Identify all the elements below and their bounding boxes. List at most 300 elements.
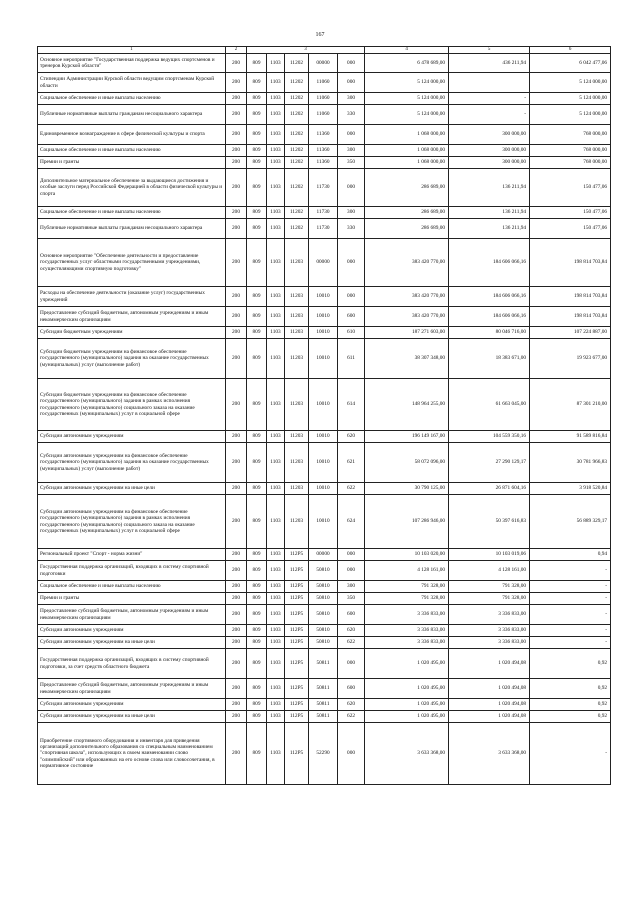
description-cell: Субсидии автономным учреждениям на иные цели xyxy=(38,483,226,495)
amount-cell: 56 889 329,17 xyxy=(530,495,611,549)
header-cell-amount-1: 4 xyxy=(365,47,449,54)
amount-cell: 436 211,94 xyxy=(449,54,530,73)
code-cell: 1103 xyxy=(267,605,285,625)
amount-cell: 107 224 887,00 xyxy=(530,327,611,339)
amount-cell: 383 420 770,00 xyxy=(365,287,449,307)
code-cell: 10010 xyxy=(309,379,338,431)
code-cell: 11060 xyxy=(309,93,338,105)
description-cell: Субсидии автономным учреждениям на иные цели xyxy=(38,711,226,723)
amount-cell: 768 000,00 xyxy=(530,145,611,157)
amount-cell: 286 689,00 xyxy=(365,169,449,207)
amount-cell: 30 790 125,00 xyxy=(365,483,449,495)
code-cell: 11202 xyxy=(285,157,309,169)
code-cell: 10010 xyxy=(309,431,338,443)
code-cell: 809 xyxy=(247,581,267,593)
code-cell: 809 xyxy=(247,73,267,93)
amount-cell: 791 328,00 xyxy=(365,593,449,605)
code-cell: 200 xyxy=(226,637,247,649)
code-cell: 620 xyxy=(338,625,365,637)
code-cell: 200 xyxy=(226,219,247,239)
page-number: 167 xyxy=(315,32,325,38)
table-row xyxy=(38,105,611,125)
code-cell: 200 xyxy=(226,73,247,93)
code-cell: 11730 xyxy=(309,207,338,219)
code-cell: 1103 xyxy=(267,379,285,431)
amount-cell: 4 128 161,00 xyxy=(449,561,530,581)
amount-cell: 136 211,94 xyxy=(449,169,530,207)
table-row xyxy=(38,145,611,157)
code-cell: 00000 xyxy=(309,549,338,561)
amount-cell: 0,92 xyxy=(530,649,611,679)
amount-cell: 1 020 495,00 xyxy=(365,711,449,723)
table-row xyxy=(38,339,611,379)
code-cell: 1103 xyxy=(267,105,285,125)
amount-cell: 286 689,00 xyxy=(365,219,449,239)
amount-cell: 150 477,06 xyxy=(530,169,611,207)
amount-cell: 6 478 689,00 xyxy=(365,54,449,73)
code-cell: 809 xyxy=(247,105,267,125)
code-cell: 809 xyxy=(247,549,267,561)
code-cell: 200 xyxy=(226,327,247,339)
code-cell: 300 xyxy=(338,145,365,157)
amount-cell: 5 124 000,00 xyxy=(365,73,449,93)
code-cell: 1103 xyxy=(267,431,285,443)
header-cell-amount-2: 5 xyxy=(449,47,530,54)
amount-cell: 198 814 703,84 xyxy=(530,287,611,307)
code-cell: 10010 xyxy=(309,327,338,339)
code-cell: 11730 xyxy=(309,169,338,207)
table-row xyxy=(38,711,611,723)
amount-cell: - xyxy=(530,593,611,605)
code-cell: 809 xyxy=(247,483,267,495)
amount-cell: 184 606 066,16 xyxy=(449,287,530,307)
code-cell: 1103 xyxy=(267,93,285,105)
amount-cell: 3 918 520,84 xyxy=(530,483,611,495)
amount-cell: 150 477,06 xyxy=(530,219,611,239)
code-cell: 10010 xyxy=(309,307,338,327)
code-cell: 000 xyxy=(338,125,365,145)
table-row xyxy=(38,605,611,625)
amount-cell: 1 020 495,00 xyxy=(365,649,449,679)
amount-cell: 300 000,00 xyxy=(449,157,530,169)
amount-cell: 61 663 045,00 xyxy=(449,379,530,431)
code-cell: 200 xyxy=(226,125,247,145)
code-cell: 50811 xyxy=(309,711,338,723)
amount-cell: 5 124 000,00 xyxy=(530,105,611,125)
code-cell: 1103 xyxy=(267,625,285,637)
code-cell: 600 xyxy=(338,307,365,327)
code-cell: 000 xyxy=(338,54,365,73)
code-cell: 611 xyxy=(338,339,365,379)
code-cell: 809 xyxy=(247,145,267,157)
amount-cell: 196 149 167,00 xyxy=(365,431,449,443)
code-cell: 200 xyxy=(226,54,247,73)
code-cell: 1103 xyxy=(267,54,285,73)
code-cell: 200 xyxy=(226,443,247,483)
amount-cell: 0,92 xyxy=(530,711,611,723)
code-cell: 300 xyxy=(338,93,365,105)
amount-cell: 198 814 703,84 xyxy=(530,239,611,287)
code-cell: 809 xyxy=(247,431,267,443)
code-cell: 200 xyxy=(226,145,247,157)
amount-cell: - xyxy=(449,93,530,105)
header-cell-code-1: 2 xyxy=(226,47,247,54)
code-cell: 1103 xyxy=(267,339,285,379)
code-cell: 11060 xyxy=(309,73,338,93)
code-cell: 200 xyxy=(226,605,247,625)
amount-cell: 300 000,00 xyxy=(449,125,530,145)
description-cell: Социальное обеспечение и иные выплаты населению xyxy=(38,207,226,219)
code-cell: 50810 xyxy=(309,593,338,605)
code-cell: 11202 xyxy=(285,145,309,157)
description-cell: Субсидии автономным учреждениям xyxy=(38,699,226,711)
table-row xyxy=(38,495,611,549)
code-cell: 1103 xyxy=(267,207,285,219)
code-cell: 200 xyxy=(226,207,247,219)
code-cell: 11360 xyxy=(309,125,338,145)
code-cell: 11203 xyxy=(285,339,309,379)
code-cell: 1103 xyxy=(267,711,285,723)
code-cell: 112Р5 xyxy=(285,723,309,785)
table-row xyxy=(38,379,611,431)
amount-cell: 5 124 000,00 xyxy=(365,105,449,125)
header-cell-code-group: 3 xyxy=(247,47,365,54)
code-cell: 620 xyxy=(338,699,365,711)
description-cell: Субсидии бюджетным учреждениям xyxy=(38,327,226,339)
code-cell: 809 xyxy=(247,339,267,379)
code-cell: 200 xyxy=(226,549,247,561)
amount-cell: 58 072 096,00 xyxy=(365,443,449,483)
description-cell: Расходы на обеспечение деятельности (оказание услуг) государственных учреждений xyxy=(38,287,226,307)
code-cell: 1103 xyxy=(267,637,285,649)
code-cell: 11202 xyxy=(285,207,309,219)
code-cell: 200 xyxy=(226,723,247,785)
amount-cell: 3 336 833,00 xyxy=(449,625,530,637)
code-cell: 1103 xyxy=(267,239,285,287)
code-cell: 1103 xyxy=(267,593,285,605)
amount-cell: 184 606 066,16 xyxy=(449,307,530,327)
code-cell: 50811 xyxy=(309,679,338,699)
code-cell: 300 xyxy=(338,581,365,593)
amount-cell: 3 336 833,00 xyxy=(449,605,530,625)
amount-cell: - xyxy=(530,561,611,581)
amount-cell: 26 871 604,16 xyxy=(449,483,530,495)
table-row xyxy=(38,561,611,581)
amount-cell: 50 397 616,83 xyxy=(449,495,530,549)
table-row xyxy=(38,581,611,593)
description-cell: Субсидии бюджетным учреждениям на финансовое обеспечение государственного (муниципального) задания на оказание государственных (муниципальных) услуг (выполнение работ) xyxy=(38,339,226,379)
amount-cell: 104 559 350,16 xyxy=(449,431,530,443)
code-cell: 809 xyxy=(247,54,267,73)
code-cell: 1103 xyxy=(267,723,285,785)
table-row xyxy=(38,73,611,93)
code-cell: 200 xyxy=(226,105,247,125)
amount-cell: 1 020 495,00 xyxy=(365,679,449,699)
table-row xyxy=(38,307,611,327)
code-cell: 1103 xyxy=(267,145,285,157)
code-cell: 614 xyxy=(338,379,365,431)
amount-cell: 5 124 000,00 xyxy=(530,93,611,105)
table-row xyxy=(38,679,611,699)
description-cell: Субсидии автономным учреждениям на иные цели xyxy=(38,637,226,649)
amount-cell: 0,94 xyxy=(530,549,611,561)
amount-cell: 4 128 161,00 xyxy=(365,561,449,581)
code-cell: 52290 xyxy=(309,723,338,785)
amount-cell: 300 000,00 xyxy=(449,145,530,157)
amount-cell: 30 781 966,83 xyxy=(530,443,611,483)
amount-cell: 791 328,00 xyxy=(449,593,530,605)
code-cell: 200 xyxy=(226,625,247,637)
table-row xyxy=(38,431,611,443)
table-row xyxy=(38,54,611,73)
code-cell: 200 xyxy=(226,307,247,327)
code-cell: 809 xyxy=(247,307,267,327)
code-cell: 624 xyxy=(338,495,365,549)
code-cell: 11203 xyxy=(285,483,309,495)
code-cell: 11203 xyxy=(285,307,309,327)
description-cell: Премии и гранты xyxy=(38,157,226,169)
description-cell: Стипендии Администрации Курской области ведущим спортсменам Курской области xyxy=(38,73,226,93)
description-cell: Государственная поддержка организаций, входящих в систему спортивной подготовки, за счет средств областного бюджета xyxy=(38,649,226,679)
code-cell: 330 xyxy=(338,105,365,125)
code-cell: 11202 xyxy=(285,73,309,93)
table-row xyxy=(38,239,611,287)
amount-cell: 1 020 494,08 xyxy=(449,679,530,699)
description-cell: Единовременное вознаграждение в сфере физической культуры и спорта xyxy=(38,125,226,145)
description-cell: Государственная поддержка организаций, входящих в систему спортивной подготовки xyxy=(38,561,226,581)
description-cell: Региональный проект "Спорт - норма жизни" xyxy=(38,549,226,561)
code-cell: 330 xyxy=(338,219,365,239)
table-body xyxy=(38,54,611,785)
amount-cell: 383 420 770,00 xyxy=(365,239,449,287)
table-row xyxy=(38,637,611,649)
code-cell: 809 xyxy=(247,207,267,219)
code-cell: 11202 xyxy=(285,125,309,145)
code-cell: 50810 xyxy=(309,581,338,593)
header-cell-description: 1 xyxy=(38,47,226,54)
code-cell: 000 xyxy=(338,723,365,785)
code-cell: 621 xyxy=(338,443,365,483)
table-row xyxy=(38,593,611,605)
amount-cell: - xyxy=(530,581,611,593)
code-cell: 200 xyxy=(226,93,247,105)
description-cell: Социальное обеспечение и иные выплаты населению xyxy=(38,581,226,593)
code-cell: 11202 xyxy=(285,54,309,73)
header-cell-amount-3: 6 xyxy=(530,47,611,54)
code-cell: 112Р5 xyxy=(285,699,309,711)
code-cell: 11203 xyxy=(285,287,309,307)
amount-cell: 383 420 770,00 xyxy=(365,307,449,327)
table-row xyxy=(38,93,611,105)
code-cell: 809 xyxy=(247,649,267,679)
code-cell: 809 xyxy=(247,125,267,145)
amount-cell: 768 000,00 xyxy=(530,157,611,169)
amount-cell: 791 328,00 xyxy=(365,581,449,593)
amount-cell: 3 633 368,00 xyxy=(449,723,530,785)
code-cell: 1103 xyxy=(267,581,285,593)
code-cell: 1103 xyxy=(267,307,285,327)
amount-cell: 1 068 000,00 xyxy=(365,145,449,157)
code-cell: 10010 xyxy=(309,339,338,379)
code-cell: 809 xyxy=(247,379,267,431)
amount-cell: 0,92 xyxy=(530,679,611,699)
code-cell: 1103 xyxy=(267,495,285,549)
code-cell: 200 xyxy=(226,431,247,443)
code-cell: 809 xyxy=(247,219,267,239)
code-cell: 1103 xyxy=(267,679,285,699)
code-cell: 809 xyxy=(247,723,267,785)
code-cell: 000 xyxy=(338,649,365,679)
amount-cell: 187 271 603,00 xyxy=(365,327,449,339)
description-cell: Социальное обеспечение и иные выплаты населению xyxy=(38,145,226,157)
code-cell: 610 xyxy=(338,327,365,339)
code-cell: 809 xyxy=(247,679,267,699)
amount-cell: 1 020 494,08 xyxy=(449,649,530,679)
code-cell: 622 xyxy=(338,711,365,723)
amount-cell: - xyxy=(530,625,611,637)
code-cell: 10010 xyxy=(309,483,338,495)
amount-cell: 791 328,00 xyxy=(449,581,530,593)
description-cell: Субсидии автономным учреждениям на финансовое обеспечение государственного (муниципального) задания на оказание государственных (муниципальных) услуг (выполнение работ) xyxy=(38,443,226,483)
code-cell: 1103 xyxy=(267,699,285,711)
code-cell: 10010 xyxy=(309,287,338,307)
description-cell: Основное мероприятие "Обеспечение деятельности и предоставление государственных услуг областными государственными учреждениями, осуществляющими спортивную подготовку" xyxy=(38,239,226,287)
code-cell: 11202 xyxy=(285,93,309,105)
amount-cell: 27 290 129,17 xyxy=(449,443,530,483)
code-cell: 1103 xyxy=(267,649,285,679)
code-cell: 112Р5 xyxy=(285,649,309,679)
code-cell: 809 xyxy=(247,699,267,711)
code-cell: 50810 xyxy=(309,625,338,637)
code-cell: 1103 xyxy=(267,549,285,561)
description-cell: Премии и гранты xyxy=(38,593,226,605)
code-cell: 200 xyxy=(226,339,247,379)
amount-cell: 19 923 677,00 xyxy=(530,339,611,379)
amount-cell: 3 336 833,00 xyxy=(449,637,530,649)
amount-cell xyxy=(449,73,530,93)
code-cell: 809 xyxy=(247,637,267,649)
code-cell: 809 xyxy=(247,287,267,307)
code-cell: 112Р5 xyxy=(285,561,309,581)
code-cell: 809 xyxy=(247,593,267,605)
amount-cell: 18 383 671,00 xyxy=(449,339,530,379)
code-cell: 620 xyxy=(338,431,365,443)
amount-cell: 184 606 066,16 xyxy=(449,239,530,287)
code-cell: 10010 xyxy=(309,443,338,483)
amount-cell: 80 046 716,00 xyxy=(449,327,530,339)
description-cell: Субсидии автономным учреждениям на финансовое обеспечение государственного (муниципального) задания в рамках исполнения государственного (муниципального) социального заказа на оказание государственных (муниципальных) услуг в социальной сфере xyxy=(38,495,226,549)
code-cell: 000 xyxy=(338,239,365,287)
amount-cell: 107 286 946,00 xyxy=(365,495,449,549)
amount-cell: 3 336 833,00 xyxy=(365,625,449,637)
code-cell: 11060 xyxy=(309,105,338,125)
amount-cell: 6 042 477,06 xyxy=(530,54,611,73)
amount-cell: 150 477,06 xyxy=(530,207,611,219)
table-row xyxy=(38,157,611,169)
code-cell: 622 xyxy=(338,483,365,495)
table-row xyxy=(38,625,611,637)
table-row xyxy=(38,287,611,307)
table-row xyxy=(38,723,611,785)
code-cell: 50810 xyxy=(309,605,338,625)
code-cell: 809 xyxy=(247,327,267,339)
code-cell: 350 xyxy=(338,157,365,169)
code-cell: 00000 xyxy=(309,239,338,287)
table-row xyxy=(38,699,611,711)
code-cell: 10010 xyxy=(309,495,338,549)
code-cell: 300 xyxy=(338,207,365,219)
table-row xyxy=(38,549,611,561)
table-row xyxy=(38,207,611,219)
amount-cell: 136 211,94 xyxy=(449,219,530,239)
amount-cell: - xyxy=(530,637,611,649)
code-cell: 1103 xyxy=(267,483,285,495)
code-cell: 809 xyxy=(247,605,267,625)
description-cell: Субсидии автономным учреждениям xyxy=(38,625,226,637)
code-cell: 1103 xyxy=(267,157,285,169)
code-cell: 600 xyxy=(338,679,365,699)
code-cell: 11203 xyxy=(285,495,309,549)
code-cell: 622 xyxy=(338,637,365,649)
code-cell: 1103 xyxy=(267,561,285,581)
amount-cell: 91 589 816,84 xyxy=(530,431,611,443)
code-cell: 200 xyxy=(226,711,247,723)
code-cell: 112Р5 xyxy=(285,625,309,637)
amount-cell: 1 068 000,00 xyxy=(365,125,449,145)
amount-cell: - xyxy=(530,605,611,625)
code-cell: 809 xyxy=(247,625,267,637)
code-cell: 200 xyxy=(226,649,247,679)
description-cell: Дополнительное материальное обеспечение за выдающиеся достижения и особые заслуги перед Российской Федерацией в области физической культуры и спорта xyxy=(38,169,226,207)
amount-cell: 3 336 833,00 xyxy=(365,637,449,649)
code-cell: 112Р5 xyxy=(285,593,309,605)
code-cell: 200 xyxy=(226,287,247,307)
amount-cell: 198 814 703,84 xyxy=(530,307,611,327)
code-cell: 200 xyxy=(226,483,247,495)
code-cell: 112Р5 xyxy=(285,549,309,561)
code-cell: 000 xyxy=(338,73,365,93)
code-cell: 1103 xyxy=(267,169,285,207)
amount-cell: 286 689,00 xyxy=(365,207,449,219)
table-row xyxy=(38,443,611,483)
amount-cell: 1 020 494,08 xyxy=(449,711,530,723)
amount-cell: 0,92 xyxy=(530,699,611,711)
amount-cell: - xyxy=(449,105,530,125)
amount-cell: 5 124 000,00 xyxy=(365,93,449,105)
code-cell: 112Р5 xyxy=(285,605,309,625)
code-cell: 1103 xyxy=(267,287,285,307)
amount-cell: 1 068 000,00 xyxy=(365,157,449,169)
description-cell: Субсидии бюджетным учреждениям на финансовое обеспечение государственного (муниципального) задания в рамках исполнения государственного (муниципального) социального заказа на оказание государственных (муниципальных) услуг в социальной сфере xyxy=(38,379,226,431)
amount-cell: 136 211,94 xyxy=(449,207,530,219)
code-cell: 1103 xyxy=(267,125,285,145)
code-cell: 000 xyxy=(338,169,365,207)
code-cell: 50811 xyxy=(309,649,338,679)
table-row xyxy=(38,327,611,339)
code-cell: 200 xyxy=(226,169,247,207)
code-cell: 200 xyxy=(226,561,247,581)
description-cell: Публичные нормативные выплаты гражданам несоциального характера xyxy=(38,219,226,239)
code-cell: 809 xyxy=(247,239,267,287)
code-cell: 200 xyxy=(226,581,247,593)
code-cell: 000 xyxy=(338,549,365,561)
code-cell: 11202 xyxy=(285,169,309,207)
description-cell: Предоставление субсидий бюджетным, автономным учреждениям и иным некоммерческим организациям xyxy=(38,307,226,327)
amount-cell: 3 336 833,00 xyxy=(365,605,449,625)
code-cell: 809 xyxy=(247,169,267,207)
code-cell: 600 xyxy=(338,605,365,625)
table-row xyxy=(38,125,611,145)
